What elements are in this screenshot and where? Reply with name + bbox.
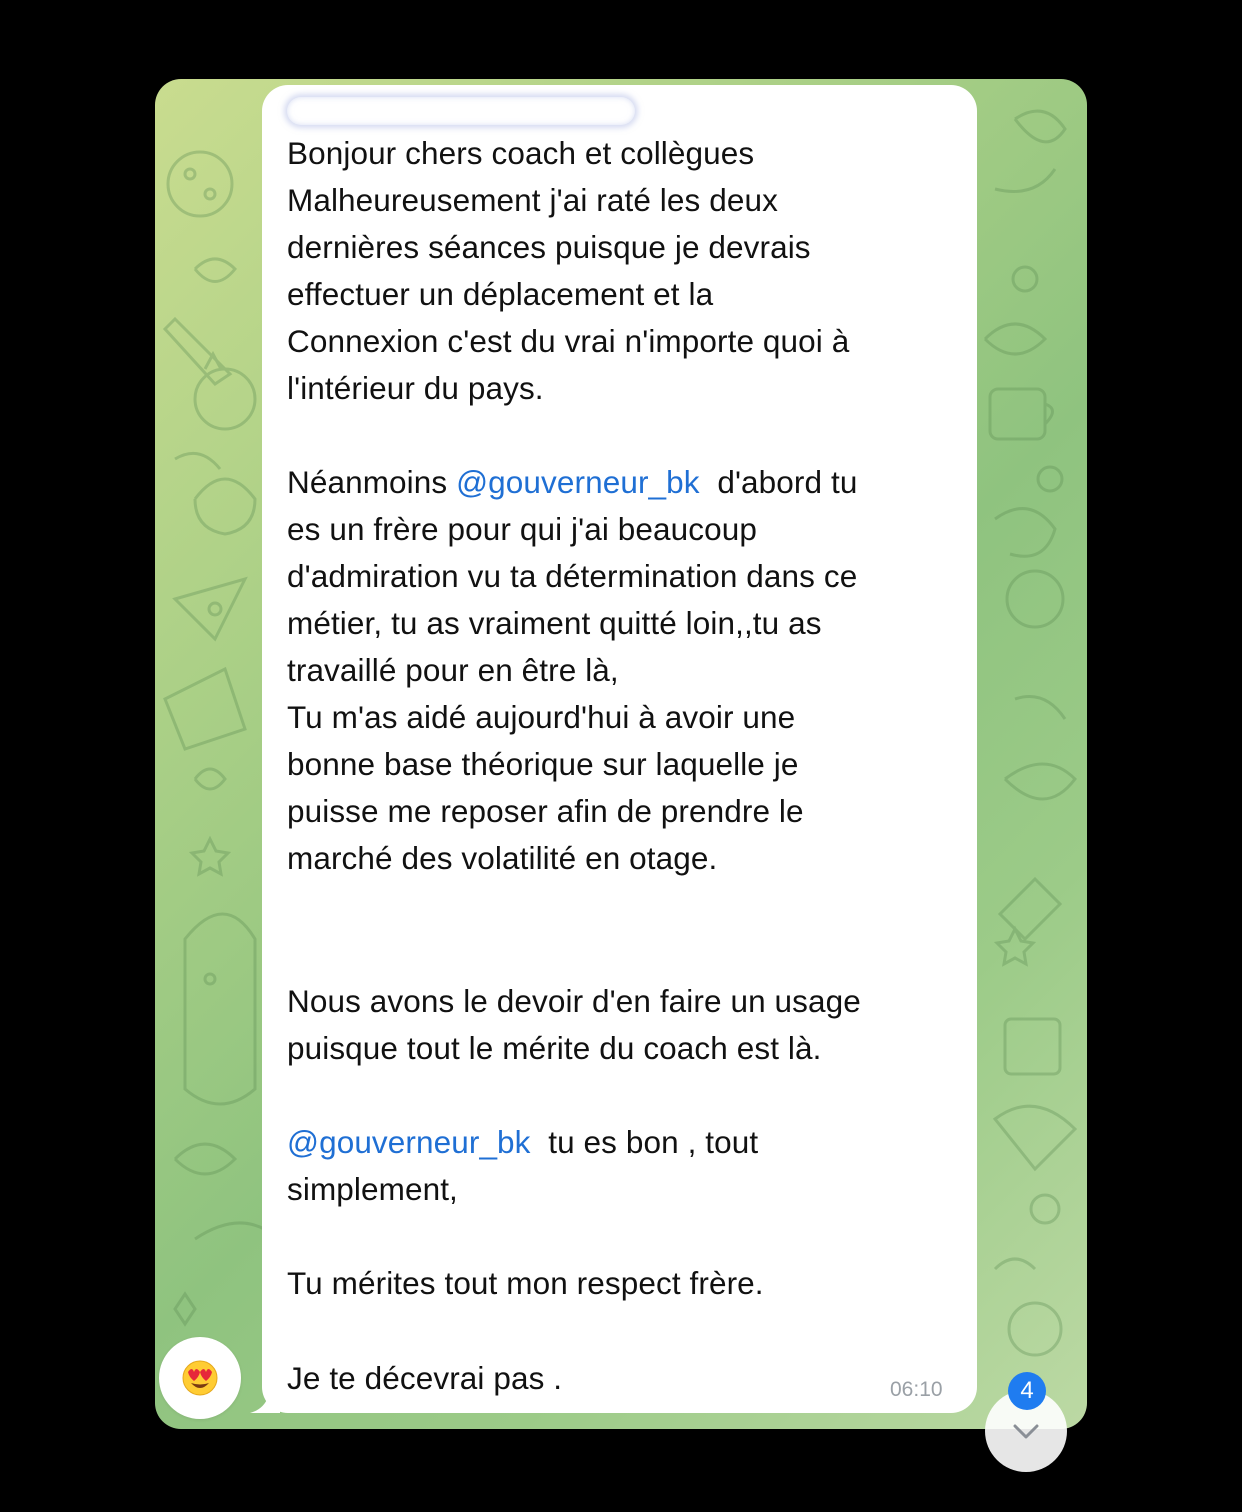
sender-name-redacted <box>287 97 635 125</box>
message-text-segment: Malheureusement j'ai raté les deux <box>287 182 778 218</box>
message-line <box>287 1355 562 1402</box>
message-line <box>287 506 757 553</box>
message-text-segment: d'abord tu <box>699 464 858 500</box>
message-text-segment: Bonjour chers coach et collègues <box>287 135 755 171</box>
message-text-segment: travaillé pour en être là, <box>287 652 619 688</box>
unread-count-badge: 4 <box>1008 1372 1046 1410</box>
message-line <box>287 130 754 177</box>
message-line <box>287 365 544 412</box>
message-text-segment: Je te décevrai pas . <box>287 1360 563 1396</box>
message-text-segment: Néanmoins <box>287 464 457 500</box>
message-line <box>287 1119 758 1166</box>
message-line <box>287 600 822 647</box>
message-line <box>287 271 713 318</box>
message-line <box>287 224 811 271</box>
message-time: 06:10 <box>890 1378 943 1401</box>
message-text-segment: es un frère pour qui j'ai beaucoup <box>287 511 757 547</box>
user-mention-link[interactable]: @gouverneur_bk <box>287 1124 531 1160</box>
message-text-segment: métier, tu as vraiment quitté loin,,tu as <box>287 605 822 641</box>
message-line <box>287 1260 764 1307</box>
message-line <box>287 553 857 600</box>
message-line <box>287 318 849 365</box>
message-line <box>287 647 619 694</box>
message-text-segment: Nous avons le devoir d'en faire un usage <box>287 983 861 1019</box>
message-line <box>287 741 798 788</box>
message-text-segment: d'admiration vu ta détermination dans ce <box>287 558 858 594</box>
message-text-segment: effectuer un déplacement et la <box>287 276 714 312</box>
message-line <box>287 788 804 835</box>
message-text-segment: Connexion c'est du vrai n'importe quoi à <box>287 323 850 359</box>
message-text-segment: Tu m'as aidé aujourd'hui à avoir une <box>287 699 796 735</box>
message-line <box>287 177 778 224</box>
chevron-down-icon <box>1011 1416 1041 1446</box>
message-text-segment: tu es bon , tout <box>530 1124 759 1160</box>
heart-eyes-emoji-icon <box>182 1360 218 1396</box>
message-line <box>287 694 795 741</box>
message-text-segment: marché des volatilité en otage. <box>287 840 718 876</box>
message-text-segment: l'intérieur du pays. <box>287 370 544 406</box>
message-text-segment: bonne base théorique sur laquelle je <box>287 746 799 782</box>
user-mention-link[interactable]: @gouverneur_bk <box>456 464 700 500</box>
message-text-segment: simplement, <box>287 1171 458 1207</box>
message-text-segment: Tu mérites tout mon respect frère. <box>287 1265 764 1301</box>
message-line <box>287 835 717 882</box>
message-text-segment: puisse me reposer afin de prendre le <box>287 793 804 829</box>
message-line <box>287 1166 458 1213</box>
message-text-segment: puisque tout le mérite du coach est là. <box>287 1030 822 1066</box>
message-text-segment: dernières séances puisque je devrais <box>287 229 811 265</box>
message-line <box>287 1025 821 1072</box>
message-line <box>287 459 857 506</box>
message-line <box>287 978 861 1025</box>
